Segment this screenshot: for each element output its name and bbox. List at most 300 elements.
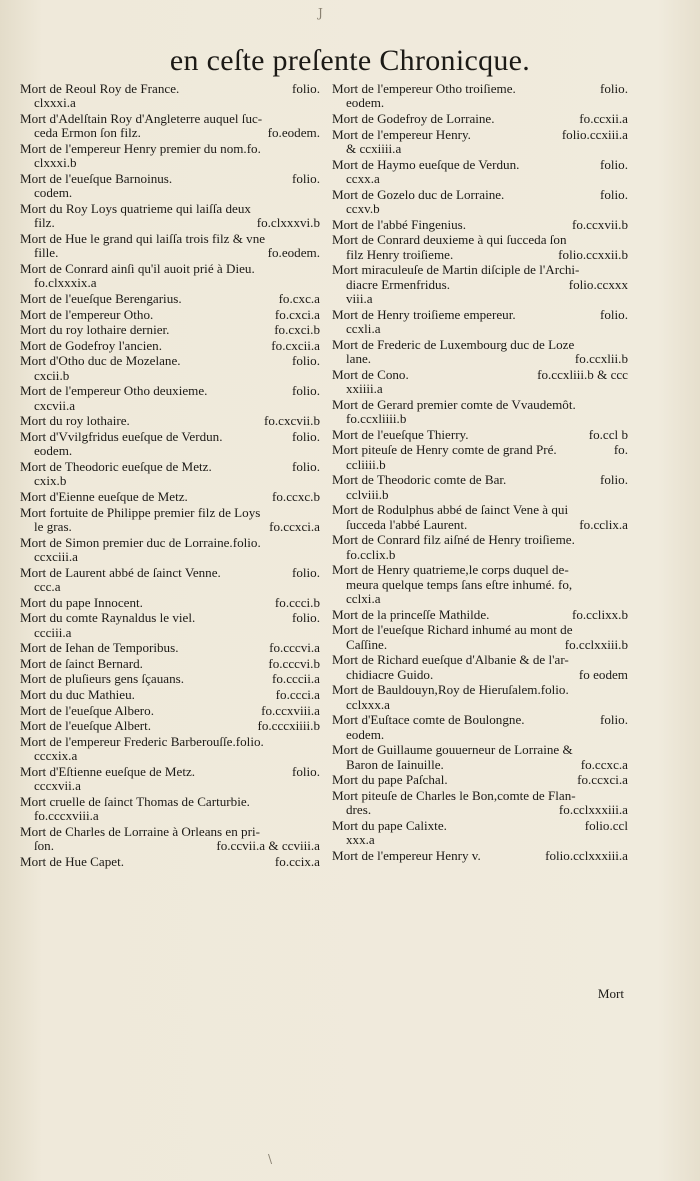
entry-line xyxy=(332,668,628,682)
entry-text: Mort de l'empereur Otho troiſieme. xyxy=(332,82,516,96)
index-entry xyxy=(332,743,628,772)
entry-text: Mort du roy lothaire. xyxy=(20,414,130,429)
entry-text: Mort du roy lothaire dernier. xyxy=(20,323,170,338)
entry-text: meura quelque temps ſans eſtre inhumé. fo, xyxy=(346,576,573,592)
index-entry xyxy=(332,683,628,712)
entry-text: Caſſine. xyxy=(346,636,388,652)
entry-text: Mort de Hue Capet. xyxy=(20,854,124,869)
folio-reference: fo. xyxy=(613,443,628,458)
entry-line xyxy=(20,672,320,686)
entry-line xyxy=(20,809,320,823)
folio-reference: fo.cxcvii.b xyxy=(264,414,320,429)
folio-reference: fo.cxc.a xyxy=(278,292,320,306)
index-entry xyxy=(332,82,628,111)
bottom-mark: \ xyxy=(268,1152,273,1166)
entry-text: Mort du pape Innocent. xyxy=(20,595,143,610)
entry-text: Mort d'Adelſtain Roy d'Angleterre auquel ſuc- xyxy=(20,112,263,126)
index-entry xyxy=(332,819,628,848)
entry-text: Mort de l'empereur Henry v. xyxy=(332,848,481,863)
entry-line xyxy=(20,779,320,793)
index-entry xyxy=(20,735,320,764)
entry-line xyxy=(332,578,628,592)
index-entry xyxy=(20,430,320,459)
folio-reference: folio. xyxy=(291,172,320,186)
entry-text: Mort de Charles de Lorraine à Orleans en pri- xyxy=(20,824,260,839)
entry-text: ccliiii.b xyxy=(346,456,386,472)
entry-text: codem. xyxy=(34,185,73,201)
entry-text: le gras. xyxy=(34,518,72,534)
entry-line xyxy=(20,839,320,853)
entry-line xyxy=(20,688,320,702)
entry-line xyxy=(332,758,628,772)
catchword: Mort xyxy=(597,986,624,1001)
index-entry xyxy=(332,563,628,606)
entry-text: chidiacre Guido. xyxy=(346,666,434,682)
entry-line xyxy=(332,382,628,396)
entry-line xyxy=(332,218,628,232)
entry-line xyxy=(20,414,320,428)
entry-line xyxy=(20,246,320,260)
entry-line xyxy=(20,202,320,216)
entry-text: cxcvii.a xyxy=(34,397,76,413)
entry-text: Mort de Gerard premier comte de Vvaudemôt. xyxy=(332,397,576,412)
entry-text: Mort de l'eueſque Richard inhumé au mont de xyxy=(332,623,573,638)
entry-text: Mort de l'eueſque Berengarius. xyxy=(20,292,182,306)
entry-line xyxy=(20,566,320,580)
entry-text: eodem. xyxy=(34,443,73,459)
index-entry xyxy=(20,765,320,794)
entry-line xyxy=(332,803,628,817)
entry-line xyxy=(332,398,628,412)
index-entry xyxy=(20,719,320,733)
folio-reference: folio. xyxy=(599,82,628,96)
index-entry xyxy=(332,503,628,532)
folio-reference: folio.cclxxxiii.a xyxy=(545,848,628,863)
entry-line xyxy=(332,563,628,577)
folio-reference: folio.ccl xyxy=(584,818,628,833)
folio-reference: folio. xyxy=(291,384,320,399)
entry-line xyxy=(20,216,320,230)
entry-line xyxy=(20,641,320,655)
entry-line xyxy=(332,428,628,442)
folio-reference: fo.ccxci.a xyxy=(577,773,628,788)
entry-line xyxy=(332,743,628,757)
index-entry xyxy=(20,172,320,201)
entry-text: Mort piteuſe de Henry comte de grand Pré. xyxy=(332,443,557,458)
entry-line xyxy=(20,82,320,96)
entry-line xyxy=(20,795,320,809)
entry-line xyxy=(20,825,320,839)
entry-text: Mort de Henry troiſieme empereur. xyxy=(332,307,516,322)
index-entry xyxy=(20,536,320,565)
entry-text: cclxxx.a xyxy=(346,696,390,712)
entry-text: Mort du pape Paſchal. xyxy=(332,773,448,788)
left-column xyxy=(20,82,320,870)
index-entry xyxy=(332,428,628,442)
index-entry xyxy=(20,611,320,640)
entry-line xyxy=(332,728,628,742)
entry-text: Mort de Conrard deuxieme à qui ſucceda ſon xyxy=(332,233,567,248)
entry-line xyxy=(332,819,628,833)
entry-line xyxy=(332,112,628,126)
entry-line xyxy=(332,172,628,186)
entry-line xyxy=(332,263,628,277)
entry-text: Mort de l'empereur Otho deuxieme. xyxy=(20,384,208,399)
entry-text: Mort de l'empereur Otho. xyxy=(20,307,154,322)
entry-line xyxy=(20,580,320,594)
entry-line xyxy=(20,490,320,504)
entry-line xyxy=(20,536,320,550)
entry-text: cxcii.b xyxy=(34,367,70,383)
folio-reference: folio. xyxy=(599,187,628,202)
index-entry xyxy=(20,202,320,231)
entry-line xyxy=(20,276,320,290)
entry-line xyxy=(332,833,628,847)
entry-text: Mort de Laurent abbé de ſainct Venne. xyxy=(20,565,221,580)
folio-reference: folio. xyxy=(599,157,628,172)
entry-line xyxy=(20,96,320,110)
entry-line xyxy=(20,186,320,200)
folio-reference: folio. xyxy=(291,459,320,474)
entry-text: Mort d'Otho duc de Mozelane. xyxy=(20,354,181,369)
entry-line xyxy=(332,292,628,306)
entry-text: Mort d'Euſtace comte de Boulongne. xyxy=(332,713,525,728)
entry-text: Mort du duc Mathieu. xyxy=(20,687,135,702)
entry-text: filz. xyxy=(34,215,55,231)
entry-text: ccxli.a xyxy=(346,321,381,336)
entry-text: Mort de Godefroy l'ancien. xyxy=(20,338,162,353)
entry-text: Mort fortuite de Philippe premier filz de Loys xyxy=(20,505,261,520)
index-entry xyxy=(20,82,320,111)
entry-text: Mort de Theodoric eueſque de Metz. xyxy=(20,459,212,474)
entry-line xyxy=(332,352,628,366)
top-mark: J xyxy=(318,6,323,20)
folio-reference: folio. xyxy=(291,611,320,626)
folio-reference: folio. xyxy=(599,713,628,728)
folio-reference: fo.ccxviii.a xyxy=(261,703,320,718)
folio-reference: fo.cclxxiii.b xyxy=(564,636,628,652)
folio-reference: fo.ccix.a xyxy=(274,854,320,869)
entry-text: ccxciii.a xyxy=(34,548,78,564)
index-entry xyxy=(332,623,628,652)
entry-text: Mort de Iehan de Temporibus. xyxy=(20,641,179,656)
entry-line xyxy=(20,506,320,520)
folio-reference: folio.ccxxx xyxy=(568,276,628,292)
entry-text: fo.clxxxix.a xyxy=(34,275,97,291)
entry-line xyxy=(332,188,628,202)
entry-line xyxy=(20,399,320,413)
entry-line xyxy=(332,518,628,532)
entry-line xyxy=(332,713,628,727)
entry-text: fo.ccxliiii.b xyxy=(346,411,407,426)
folio-reference: fo.cccvi.a xyxy=(269,641,320,656)
entry-text: lane. xyxy=(346,351,372,366)
entry-text: Mort de Bauldouyn,Roy de Hieruſalem.folio. xyxy=(332,683,569,698)
entry-line xyxy=(20,262,320,276)
folio-reference: folio. xyxy=(599,473,628,488)
index-entry xyxy=(20,704,320,718)
right-column xyxy=(332,82,628,864)
entry-text: Mort de Haymo eueſque de Verdun. xyxy=(332,157,520,172)
folio-reference: fo.ccci.a xyxy=(275,687,320,702)
index-entry xyxy=(20,308,320,322)
entry-text: Mort de Conrard ainſi qu'il auoit prié à Dieu. xyxy=(20,262,255,276)
entry-line xyxy=(332,789,628,803)
entry-text: Mort du comte Raynaldus le viel. xyxy=(20,611,196,626)
index-entry xyxy=(20,596,320,610)
index-entry xyxy=(332,112,628,126)
entry-line xyxy=(20,611,320,625)
index-entry xyxy=(20,414,320,428)
entry-text: xxiiii.a xyxy=(346,381,383,396)
entry-text: ccciii.a xyxy=(34,624,72,640)
entry-line xyxy=(332,322,628,336)
folio-reference: fo.clxxxvi.b xyxy=(256,215,320,231)
entry-text: Mort de l'empereur Frederic Barberouſſe.folio. xyxy=(20,734,264,749)
entry-text: Mort de Cono. xyxy=(332,367,409,382)
entry-text: fo.cccxviii.a xyxy=(34,808,99,824)
entry-line xyxy=(20,384,320,398)
index-entry xyxy=(20,490,320,504)
entry-line xyxy=(332,443,628,457)
entry-line xyxy=(332,96,628,110)
entry-text: Mort miraculeuſe de Martin diſciple de l'Archi- xyxy=(332,263,580,278)
index-entry xyxy=(20,506,320,535)
entry-line xyxy=(20,474,320,488)
entry-text: Mort de l'empereur Henry. xyxy=(332,127,471,142)
index-entry xyxy=(20,339,320,353)
entry-line xyxy=(20,657,320,671)
entry-line xyxy=(20,369,320,383)
index-entry xyxy=(20,112,320,141)
entry-line xyxy=(20,520,320,534)
folio-reference: fo.ccxc.a xyxy=(580,756,628,772)
folio-reference: fo.eodem. xyxy=(267,245,320,261)
entry-text: Mort de l'eueſque Barnoinus. xyxy=(20,172,173,186)
folio-reference: fo.ccci.b xyxy=(274,595,320,610)
index-entry xyxy=(332,368,628,397)
folio-reference: fo.ccvii.a & ccviii.a xyxy=(216,838,320,854)
entry-text: Mort d'Eienne eueſque de Metz. xyxy=(20,489,188,504)
index-entry xyxy=(332,158,628,187)
folio-reference: fo.cxcii.a xyxy=(271,338,320,353)
entry-line xyxy=(20,292,320,306)
entry-text: ſon. xyxy=(34,838,55,854)
entry-text: Mort de Henry quatrieme,le corps duquel de- xyxy=(332,563,569,578)
folio-reference: fo.cclix.a xyxy=(579,516,628,532)
folio-reference: folio. xyxy=(291,764,320,779)
entry-text: diacre Ermenfridus. xyxy=(346,276,450,292)
index-entry xyxy=(332,773,628,787)
index-entry xyxy=(332,443,628,472)
entry-text: Mort de Reoul Roy de France. xyxy=(20,82,180,96)
entry-text: cccxix.a xyxy=(34,748,78,764)
entry-text: & ccxiiii.a xyxy=(346,141,402,156)
entry-text: cclxi.a xyxy=(346,591,381,606)
entry-text: Mort de l'eueſque Thierry. xyxy=(332,427,469,442)
entry-line xyxy=(20,765,320,779)
entry-text: xxx.a xyxy=(346,832,375,848)
index-entry xyxy=(20,657,320,671)
entry-line xyxy=(332,278,628,292)
folio-reference: fo.cccii.a xyxy=(272,672,320,687)
index-entry xyxy=(332,338,628,367)
entry-line xyxy=(20,749,320,763)
folio-reference: folio. xyxy=(291,429,320,444)
index-entry xyxy=(20,460,320,489)
entry-text: Mort de Rodulphus abbé de ſainct Vene à qui xyxy=(332,503,569,518)
entry-line xyxy=(20,855,320,869)
entry-text: fille. xyxy=(34,245,59,261)
entry-text: Mort de l'abbé Fingenius. xyxy=(332,217,467,232)
index-entry xyxy=(20,641,320,655)
entry-line xyxy=(20,126,320,140)
entry-line xyxy=(20,719,320,733)
entry-text: dres. xyxy=(346,802,372,818)
entry-line xyxy=(20,626,320,640)
entry-text: Baron de Iainuille. xyxy=(346,756,444,772)
index-entry xyxy=(20,795,320,824)
entry-text: Mort de pluſieurs gens ſçauans. xyxy=(20,672,184,687)
index-entry xyxy=(332,263,628,306)
entry-line xyxy=(332,473,628,487)
entry-text: Mort d'Vvilgfridus eueſque de Verdun. xyxy=(20,429,223,444)
folio-reference: folio. xyxy=(291,354,320,369)
folio-reference: fo.ccxci.a xyxy=(269,518,320,534)
index-entry xyxy=(20,672,320,686)
folio-reference: fo.ccl b xyxy=(588,427,628,442)
entry-text: fo.cclix.b xyxy=(346,546,396,562)
index-entry xyxy=(20,566,320,595)
entry-text: Mort de l'empereur Henry premier du nom.fo. xyxy=(20,142,261,156)
entry-text: Mort cruelle de ſainct Thomas de Carturbie. xyxy=(20,794,250,809)
entry-line xyxy=(332,698,628,712)
folio-reference: fo.ccxc.b xyxy=(272,489,320,504)
entry-line xyxy=(332,338,628,352)
entry-text: Mort de la princeſſe Mathilde. xyxy=(332,607,490,622)
entry-text: ſucceda l'abbé Laurent. xyxy=(346,516,468,532)
entry-line xyxy=(332,533,628,547)
entry-text: Mort de l'eueſque Albert. xyxy=(20,719,152,734)
folio-reference: fo.cxci.b xyxy=(274,323,320,338)
entry-text: filz Henry troiſieme. xyxy=(346,246,454,262)
entry-text: Mort de Godefroy de Lorraine. xyxy=(332,112,495,126)
index-entry xyxy=(20,292,320,306)
entry-text: ccxv.b xyxy=(346,201,380,216)
entry-line xyxy=(332,592,628,606)
entry-line xyxy=(332,412,628,426)
entry-line xyxy=(332,308,628,322)
entry-line xyxy=(20,354,320,368)
index-entry xyxy=(332,608,628,622)
entry-text: ceda Ermon ſon filz. xyxy=(34,125,141,141)
entry-text: Mort d'Eſtienne eueſque de Metz. xyxy=(20,764,196,779)
folio-reference: folio.ccxiii.a xyxy=(561,127,628,142)
entry-line xyxy=(332,638,628,652)
folio-reference: folio. xyxy=(291,565,320,580)
entry-text: Mort de Hue le grand qui laiſſa trois filz & vne xyxy=(20,232,266,246)
index-entry xyxy=(332,128,628,157)
entry-line xyxy=(332,653,628,667)
entry-line xyxy=(332,248,628,262)
entry-line xyxy=(332,773,628,787)
index-entry xyxy=(20,384,320,413)
entry-text: Mort du Roy Loys quatrieme qui laiſſa deux xyxy=(20,202,251,216)
entry-line xyxy=(332,849,628,863)
entry-text: Mort de Theodoric comte de Bar. xyxy=(332,473,507,488)
entry-line xyxy=(20,172,320,186)
entry-line xyxy=(20,704,320,718)
index-entry xyxy=(332,789,628,818)
entry-line xyxy=(332,128,628,142)
entry-line xyxy=(20,339,320,353)
entry-line xyxy=(20,444,320,458)
page-title: en ceſte preſente Chronicque. xyxy=(169,44,531,77)
entry-line xyxy=(20,156,320,170)
entry-text: cccxvii.a xyxy=(34,778,81,794)
index-entry xyxy=(332,398,628,427)
index-entry xyxy=(20,354,320,383)
index-entry xyxy=(332,849,628,863)
entry-text: eodem. xyxy=(346,95,385,111)
index-entry xyxy=(332,188,628,217)
folio-reference: fo.ccxii.a xyxy=(579,112,628,126)
folio-reference: fo.cclxxxiii.a xyxy=(558,802,628,818)
folio-reference: fo.cccvi.b xyxy=(268,656,320,671)
entry-line xyxy=(332,82,628,96)
entry-line xyxy=(20,232,320,246)
folio-reference: fo eodem xyxy=(578,666,628,682)
folio-reference: fo.ccxliii.b & ccc xyxy=(537,367,628,382)
entry-text: cxix.b xyxy=(34,473,67,489)
entry-line xyxy=(332,623,628,637)
entry-text: viii.a xyxy=(346,291,373,306)
entry-line xyxy=(20,323,320,337)
entry-text: eodem. xyxy=(346,726,385,742)
entry-line xyxy=(332,458,628,472)
entry-line xyxy=(332,142,628,156)
entry-line xyxy=(332,683,628,697)
index-entry xyxy=(332,533,628,562)
entry-line xyxy=(20,460,320,474)
index-entry xyxy=(20,825,320,854)
folio-reference: folio.ccxxii.b xyxy=(558,246,628,262)
entry-line xyxy=(332,548,628,562)
entry-line xyxy=(332,202,628,216)
index-entry xyxy=(332,713,628,742)
index-entry xyxy=(332,308,628,337)
entry-text: ccxx.a xyxy=(346,171,380,186)
entry-text: cclviii.b xyxy=(346,486,389,502)
entry-text: clxxxi.a xyxy=(34,95,76,111)
entry-text: Mort de Frederic de Luxembourg duc de Loze xyxy=(332,337,575,352)
folio-reference: fo.ccxlii.b xyxy=(574,351,628,366)
index-entry xyxy=(20,142,320,171)
index-entry xyxy=(332,233,628,262)
entry-line xyxy=(20,596,320,610)
entry-line xyxy=(332,503,628,517)
entry-line xyxy=(332,233,628,247)
entry-line xyxy=(20,430,320,444)
entry-text: Mort de l'eueſque Albero. xyxy=(20,703,154,718)
folio-reference: folio. xyxy=(291,82,320,96)
folio-reference: fo.eodem. xyxy=(267,125,320,141)
folio-reference: fo.ccxvii.b xyxy=(572,217,628,232)
entry-line xyxy=(332,488,628,502)
entry-text: Mort de Gozelo duc de Lorraine. xyxy=(332,187,505,202)
index-entry xyxy=(20,323,320,337)
entry-text: Mort de Conrard filz aiſné de Henry troiſieme. xyxy=(332,533,575,548)
